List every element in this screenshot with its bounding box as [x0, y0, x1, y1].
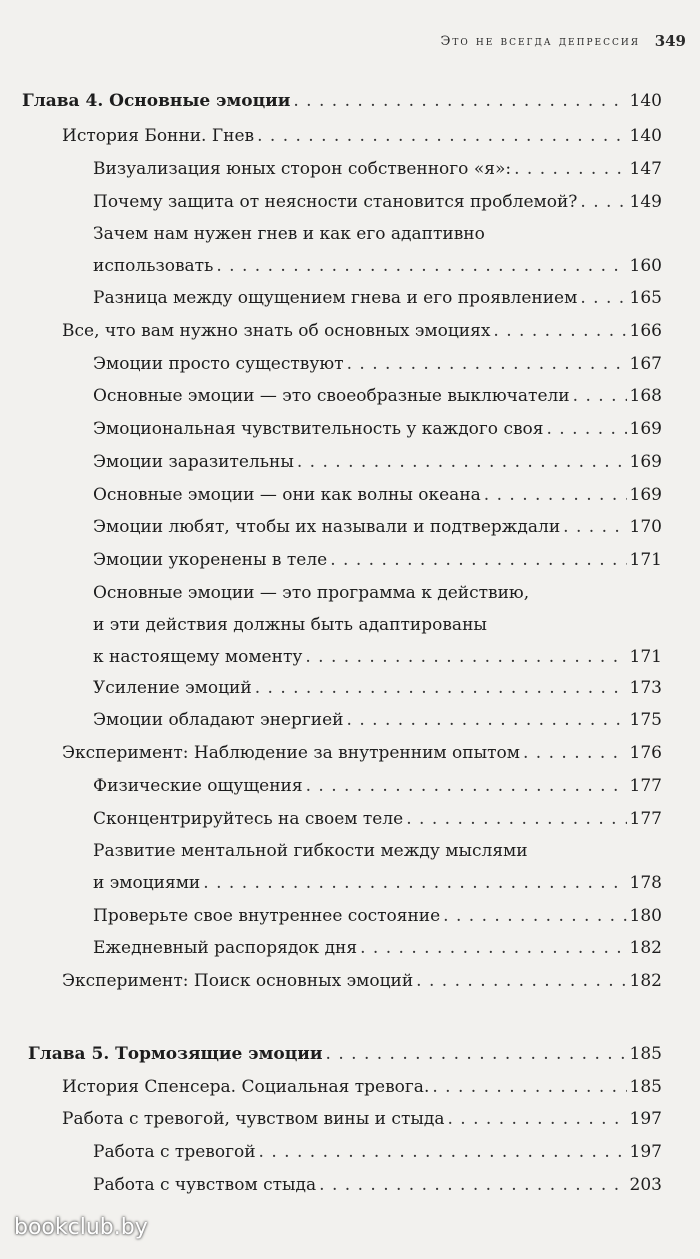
- toc-page-number: 170: [629, 517, 662, 537]
- toc-entry-title: Развитие ментальной гибкости между мыслями: [93, 841, 528, 861]
- watermark-logo: bookclub.by: [14, 1215, 148, 1240]
- dot-leader: [580, 191, 626, 213]
- toc-entry-title: Эмоции укоренены в теле: [93, 550, 328, 570]
- toc-page-number: 173: [629, 678, 662, 698]
- toc-page-number: 178: [629, 873, 662, 893]
- toc-page-number: 169: [629, 419, 662, 439]
- toc-page-number: 197: [629, 1142, 662, 1162]
- toc-entry-title: Работа с тревогой, чувством вины и стыда: [62, 1109, 445, 1129]
- dot-leader: [255, 677, 627, 699]
- toc-entry-title: Эмоциональная чувствительность у каждого своя: [93, 419, 544, 439]
- dot-leader: [293, 90, 626, 112]
- running-title: Это не всегда депрессия: [440, 34, 640, 49]
- toc-entry-title: Эмоции просто существуют: [93, 354, 344, 374]
- toc-page-number: 177: [629, 809, 662, 829]
- toc-entry-title: Проверьте свое внутреннее состояние: [93, 906, 441, 926]
- toc-entry: [93, 840, 662, 894]
- toc-entry: [93, 287, 662, 309]
- toc-entry-title: Эмоции любят, чтобы их называли и подтверждали: [93, 517, 561, 537]
- toc-entry-title: Эмоции обладают энергией: [93, 710, 344, 730]
- dot-leader: [347, 709, 627, 731]
- dot-leader: [306, 775, 627, 797]
- toc-entry-title: Эмоции заразительны: [93, 452, 294, 472]
- toc-page-number: 147: [629, 159, 662, 179]
- toc-entry: [62, 970, 662, 992]
- toc-page-number: 171: [629, 550, 662, 570]
- toc-entry: [93, 808, 662, 830]
- toc-page-number: 160: [629, 256, 662, 276]
- dot-leader: [326, 1043, 627, 1065]
- toc-page-number: 197: [629, 1109, 662, 1129]
- toc-entry-title: История Спенсера. Социальная тревога.: [62, 1077, 430, 1097]
- page-number: 349: [654, 32, 686, 50]
- toc-entry: [93, 1174, 662, 1196]
- dot-leader: [203, 872, 626, 894]
- dot-leader: [216, 255, 626, 277]
- dot-leader: [514, 158, 626, 180]
- dot-leader: [563, 516, 626, 538]
- toc-page-number: 185: [629, 1044, 662, 1064]
- toc-entry-title: Зачем нам нужен гнев и как его адаптивно: [93, 224, 485, 244]
- toc-entry: [93, 709, 662, 731]
- toc-page-number: 167: [629, 354, 662, 374]
- dot-leader: [319, 1174, 626, 1196]
- toc-entry-title: к настоящему моменту: [93, 647, 303, 667]
- toc-entry: [93, 582, 662, 668]
- toc-entry-title: Эксперимент: Поиск основных эмоций: [62, 971, 414, 991]
- toc-entry-title: Ежедневный распорядок дня: [93, 938, 358, 958]
- dot-leader: [443, 905, 626, 927]
- toc-entry-title: Почему защита от неясности становится проблемой?: [93, 192, 578, 212]
- toc-chapter: [22, 90, 662, 112]
- dot-leader: [259, 1141, 627, 1163]
- toc-page-number: 176: [629, 743, 662, 763]
- dot-leader: [573, 385, 627, 407]
- toc-entry: [93, 775, 662, 797]
- toc-entry-title: Все, что вам нужно знать об основных эмоциях: [62, 321, 491, 341]
- toc-page-number: 169: [629, 485, 662, 505]
- toc-page-number: 165: [629, 288, 662, 308]
- toc-page-number: 175: [629, 710, 662, 730]
- toc-entry-title: и эти действия должны быть адаптированы: [93, 615, 487, 635]
- toc-page-number: 182: [629, 938, 662, 958]
- toc-entry: [93, 418, 662, 440]
- toc-page-number: 171: [629, 647, 662, 667]
- toc-entry: [93, 385, 662, 407]
- toc-page-number: 140: [629, 91, 662, 111]
- toc-entry: [93, 549, 662, 571]
- toc-entry-title: Разница между ощущением гнева и его проявлением: [93, 288, 578, 308]
- toc-entry: [93, 905, 662, 927]
- toc-page-number: 149: [629, 192, 662, 212]
- toc-entry-title: История Бонни. Гнев: [62, 126, 255, 146]
- toc-entry-title: Глава 5. Тормозящие эмоции: [28, 1044, 323, 1064]
- toc-entry-title: Основные эмоции — они как волны океана: [93, 485, 481, 505]
- toc-entry: [62, 742, 662, 764]
- toc-entry: [93, 484, 662, 506]
- dot-leader: [305, 646, 626, 668]
- toc-entry-title: Визуализация юных сторон собственного «я»:: [93, 159, 512, 179]
- dot-leader: [330, 549, 626, 571]
- toc-page-number: 140: [629, 126, 662, 146]
- toc-entry-title: Физические ощущения: [93, 776, 303, 796]
- dot-leader: [347, 353, 627, 375]
- dot-leader: [547, 418, 627, 440]
- toc-page-number: 203: [629, 1175, 662, 1195]
- dot-leader: [580, 287, 626, 309]
- toc-entry-title: и эмоциями: [93, 873, 201, 893]
- toc-entry: [62, 1108, 662, 1130]
- toc-entry: [93, 353, 662, 375]
- toc-chapter: [28, 1043, 662, 1065]
- toc-entry: [93, 1141, 662, 1163]
- toc-entry-title: Работа с чувством стыда: [93, 1175, 317, 1195]
- dot-leader: [416, 970, 626, 992]
- toc-entry-title: Основные эмоции — это программа к действию,: [93, 583, 530, 603]
- toc-page-number: 185: [629, 1077, 662, 1097]
- toc-page-number: 166: [629, 321, 662, 341]
- toc-entry-title: Эксперимент: Наблюдение за внутренним опытом: [62, 743, 520, 763]
- toc-entry: [93, 223, 662, 277]
- toc-entry: [62, 125, 662, 147]
- toc-entry-title: Усиление эмоций: [93, 678, 252, 698]
- dot-leader: [257, 125, 626, 147]
- dot-leader: [432, 1076, 626, 1098]
- dot-leader: [447, 1108, 626, 1130]
- dot-leader: [360, 937, 626, 959]
- toc-entry: [93, 937, 662, 959]
- toc-entry: [62, 320, 662, 342]
- toc-entry: [62, 1076, 662, 1098]
- toc-page-number: 169: [629, 452, 662, 472]
- dot-leader: [523, 742, 627, 764]
- toc-page-number: 177: [629, 776, 662, 796]
- toc-page-number: 168: [629, 386, 662, 406]
- toc-entry-title: использовать: [93, 256, 214, 276]
- toc-page-number: 182: [629, 971, 662, 991]
- toc-entry: [93, 158, 662, 180]
- toc-entry-title: Глава 4. Основные эмоции: [22, 91, 291, 111]
- toc-entry-title: Работа с тревогой: [93, 1142, 256, 1162]
- toc-entry-title: Сконцентрируйтесь на своем теле: [93, 809, 404, 829]
- dot-leader: [406, 808, 626, 830]
- dot-leader: [484, 484, 627, 506]
- toc-entry: [93, 191, 662, 213]
- toc-entry: [93, 451, 662, 473]
- dot-leader: [297, 451, 627, 473]
- toc-entry: [93, 516, 662, 538]
- dot-leader: [493, 320, 626, 342]
- toc-entry: [93, 677, 662, 699]
- toc-page-number: 180: [629, 906, 662, 926]
- toc-entry-title: Основные эмоции — это своеобразные выключатели: [93, 386, 570, 406]
